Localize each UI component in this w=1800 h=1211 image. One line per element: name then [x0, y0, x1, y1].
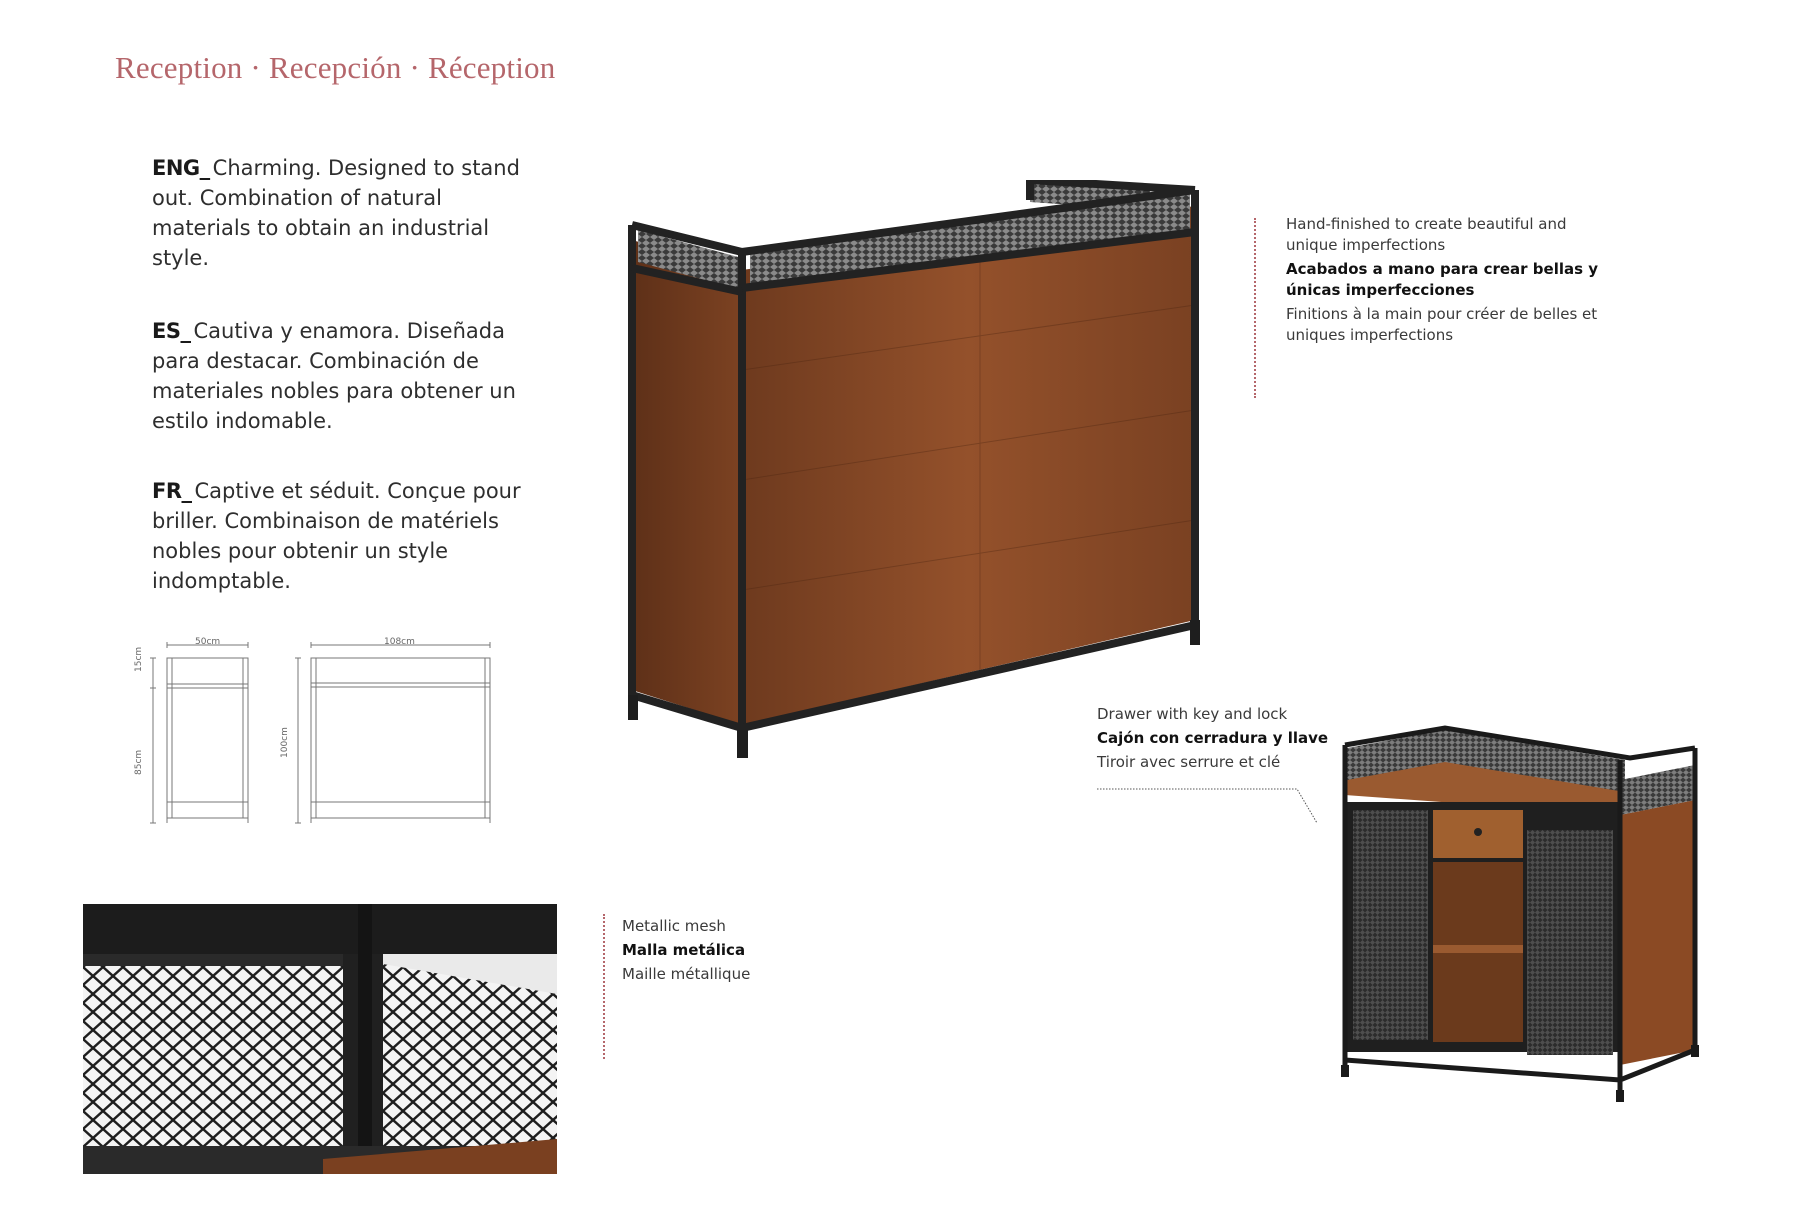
description-eng-text: Charming. Designed to stand out. Combination of natural materials to obtain an industrial style.: [152, 156, 520, 270]
description-eng-label: ENG_: [152, 156, 210, 180]
finish-note: [1286, 214, 1616, 346]
dimension-front-width: 108cm: [384, 637, 415, 647]
description-eng: [152, 153, 522, 273]
drawer-note-es: Cajón con cerradura y llave: [1097, 729, 1329, 747]
description-fr-label: FR_: [152, 479, 192, 503]
description-es: [152, 316, 522, 436]
dimension-body-height: 85cm: [134, 749, 144, 775]
drawer-note-en: Drawer with key and lock: [1097, 705, 1288, 723]
dimension-top-height: 15cm: [134, 646, 144, 672]
reception-counter-image: [610, 180, 1210, 770]
dimension-total-height: 100cm: [280, 727, 290, 758]
finish-note-es: Acabados a mano para crear bellas y únicas imperfecciones: [1286, 260, 1599, 299]
mesh-note-es: Malla metálica: [622, 941, 746, 959]
finish-note-fr: Finitions à la main pour créer de belles et uniques imperfections: [1286, 305, 1598, 344]
mesh-note-divider: [603, 914, 605, 1059]
mesh-note-en: Metallic mesh: [622, 917, 726, 935]
drawer-note: [1097, 704, 1337, 773]
description-fr-text: Captive et séduit. Conçue pour briller. Combinaison de matériels nobles pour obtenir un style indomptable.: [152, 479, 521, 593]
description-es-text: Cautiva y enamora. Diseñada para destacar. Combinación de materiales nobles para obtener un estilo indomable.: [152, 319, 516, 433]
page-title: Reception · Recepción · Réception: [115, 50, 556, 85]
finish-note-en: Hand-finished to create beautiful and unique imperfections: [1286, 215, 1567, 254]
mesh-note: [622, 916, 862, 985]
drawer-pointer-line: [1095, 785, 1320, 827]
mesh-closeup-image: [83, 904, 557, 1174]
description-es-label: ES_: [152, 319, 191, 343]
finish-note-divider: [1254, 218, 1256, 398]
description-fr: [152, 476, 522, 596]
cabinet-image: [1335, 720, 1705, 1105]
mesh-note-fr: Maille métallique: [622, 965, 751, 983]
technical-drawing: [135, 628, 505, 833]
dimension-side-width: 50cm: [195, 637, 221, 647]
drawer-note-fr: Tiroir avec serrure et clé: [1097, 753, 1281, 771]
